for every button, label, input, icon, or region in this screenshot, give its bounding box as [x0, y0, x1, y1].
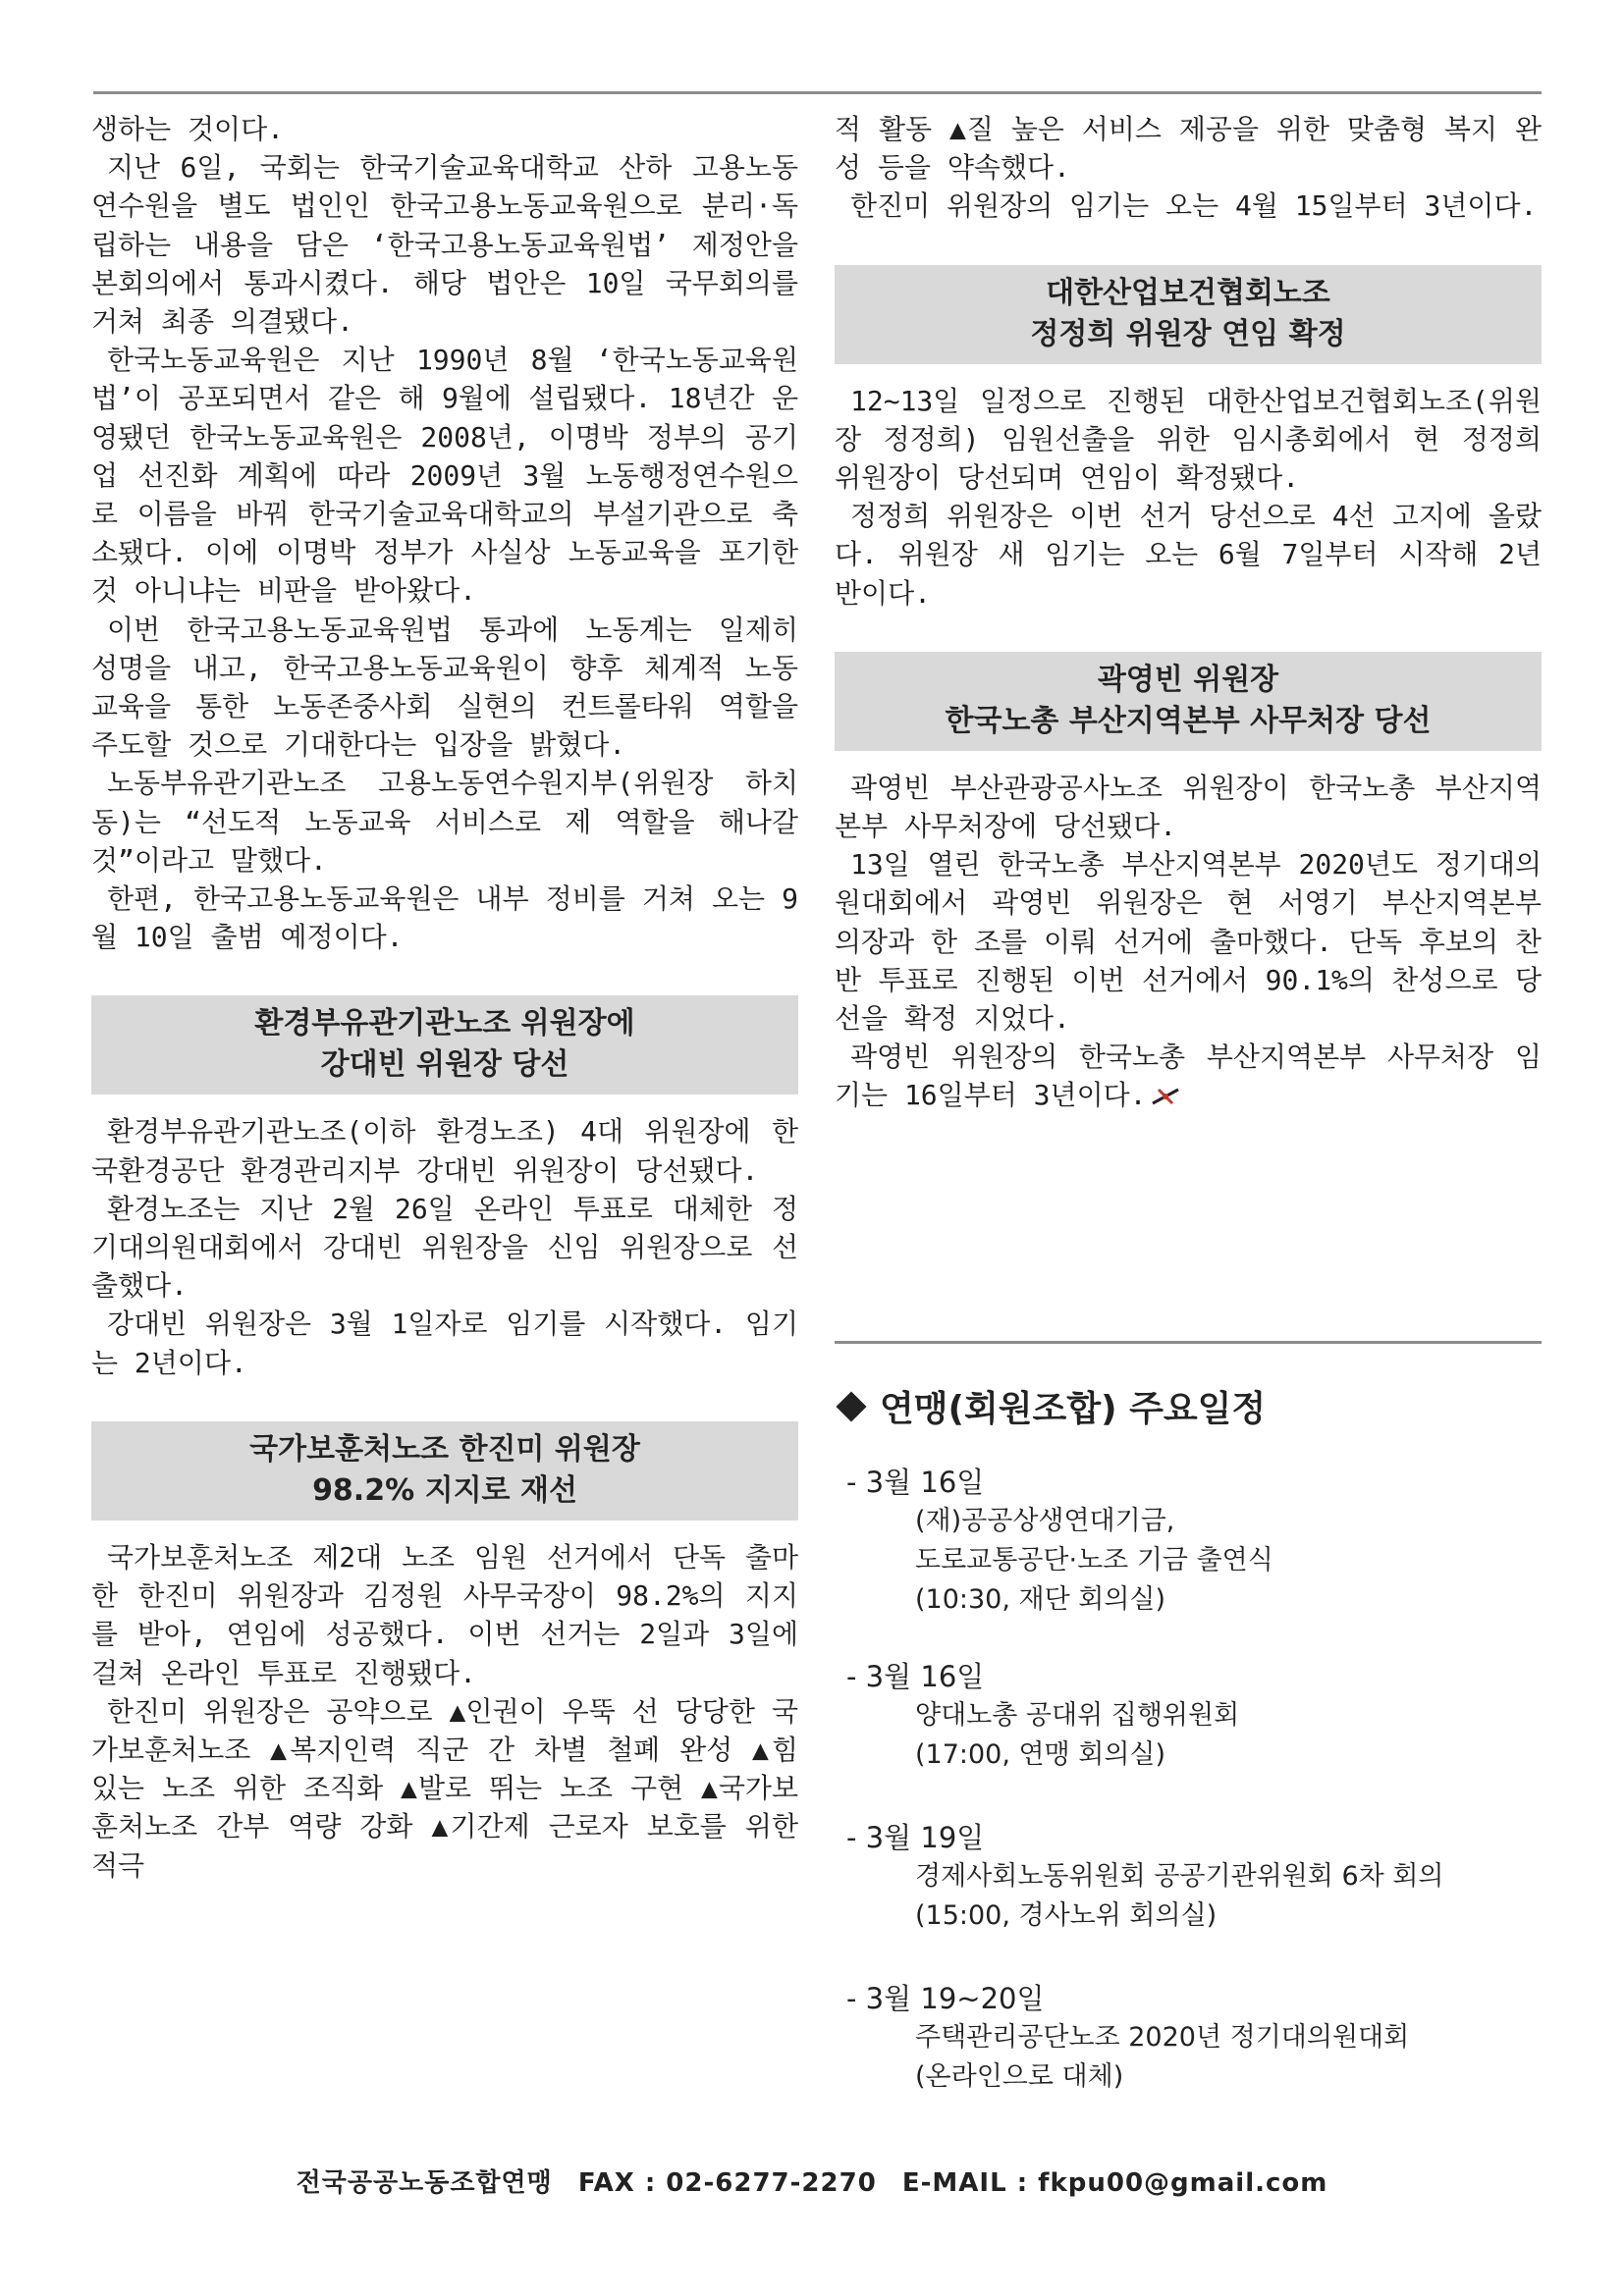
heading-line: 한국노총 부산지역본부 사무처장 당선 — [945, 703, 1432, 738]
paragraph: 강대빈 위원장은 3월 1일자로 임기를 시작했다. 임기는 2년이다. — [91, 1308, 798, 1379]
schedule-line: (15:00, 경사노위 회의실) — [915, 1900, 1218, 1931]
article-heading-veterans — [91, 1421, 798, 1521]
schedule-item — [846, 1657, 1534, 1775]
right-column — [835, 110, 1542, 1115]
paragraph: 환경노조는 지난 2월 26일 온라인 투표로 대체한 정기대의원대회에서 강대빈 위원장을 신임 위원장으로 선출했다. — [91, 1192, 798, 1303]
paragraph: 노동부유관기관노조 고용노동연수원지부(위원장 하치동)는 “선도적 노동교육 서비스로 제 역할을 해나갈 것”이라고 말했다. — [91, 767, 798, 877]
page-footer — [0, 2163, 1624, 2199]
heading-line: 환경부유관기관노조 위원장에 — [254, 1006, 635, 1041]
diamond-bullet-icon — [836, 1391, 866, 1421]
footer-org: 전국공공노동조합연맹 — [296, 2168, 553, 2198]
article-heading-busan — [835, 652, 1542, 751]
heading-line: 강대빈 위원장 당선 — [320, 1047, 569, 1083]
paragraph: 이번 한국고용노동교육원법 통과에 노동계는 일제히 성명을 내고, 한국고용노동교육원이 향후 체계적 노동교육을 통한 노동존중사회 실현의 컨트롤타워 역할을 주도할 것으로 기대한다는 입장을 밝혔다. — [91, 613, 798, 762]
paragraph: 생하는 것이다. — [91, 113, 285, 145]
schedule-line: 양대노총 공대위 집행위원회 — [915, 1700, 1240, 1731]
schedule-date: - 3월 16일 — [846, 1466, 985, 1499]
paragraph: 적 활동 ▲질 높은 서비스 제공을 위한 맞춤형 복지 완성 등을 약속했다. — [835, 113, 1542, 185]
schedule-item — [846, 1979, 1534, 2097]
paragraph: 한편, 한국고용노동교육원은 내부 정비를 거쳐 오는 9월 10일 출범 예정이다. — [91, 882, 798, 954]
left-column — [91, 110, 798, 1885]
heading-line: 정정희 위원장 연임 확정 — [1030, 316, 1346, 351]
schedule-date: - 3월 19일 — [846, 1821, 985, 1854]
paragraph: 12~13일 일정으로 진행된 대한산업보건협회노조(위원장 정정희) 임원선출을 위한 임시총회에서 현 정정희 위원장이 당선되며 연임이 확정됐다. — [835, 384, 1542, 495]
schedule-line: (17:00, 연맹 회의실) — [915, 1739, 1166, 1770]
paragraph: 정정희 위원장은 이번 선거 당선으로 4선 고지에 올랐다. 위원장 새 임기는 오는 6월 7일부터 시작해 2년 반이다. — [835, 500, 1542, 610]
article-heading-env — [91, 995, 798, 1095]
heading-line: 곽영빈 위원장 — [1097, 662, 1279, 697]
paragraph: 국가보훈처노조 제2대 노조 임원 선거에서 단독 출마한 한진미 위원장과 김정원 사무국장이 98.2%의 지지를 받아, 연임에 성공했다. 이번 선거는 2일과 3일에 걸쳐 온라인 투표로 진행됐다. — [91, 1540, 798, 1689]
paragraph: 한진미 위원장의 임기는 오는 4월 15일부터 3년이다. — [850, 189, 1538, 223]
paragraph: 곽영빈 부산관광공사노조 위원장이 한국노총 부산지역본부 사무처장에 당선됐다. — [835, 771, 1542, 843]
paragraph-text: 곽영빈 위원장의 한국노총 부산지역본부 사무처장 임기는 16일부터 3년이다. — [835, 1041, 1542, 1112]
schedule-date: - 3월 19~20일 — [846, 1982, 1045, 2015]
schedule-title — [835, 1381, 1266, 1431]
schedule-line: 주택관리공단노조 2020년 정기대의원대회 — [915, 2022, 1410, 2053]
section-divider — [835, 1341, 1542, 1344]
footer-fax: FAX : 02-6277-2270 — [577, 2168, 877, 2198]
schedule-line: (온라인으로 대체) — [915, 2061, 1124, 2092]
heading-line: 국가보훈처노조 한진미 위원장 — [249, 1431, 640, 1467]
top-divider — [93, 91, 1542, 94]
paragraph: 환경부유관기관노조(이하 환경노조) 4대 위원장에 한국환경공단 환경관리지부 강대빈 위원장이 당선됐다. — [91, 1115, 798, 1187]
schedule-line: 경제사회노동위원회 공공기관위원회 6차 회의 — [915, 1861, 1444, 1892]
schedule-line: (재)공공상생연대기금, — [915, 1506, 1175, 1536]
schedule-title-text: 연맹(회원조합) 주요일정 — [880, 1389, 1267, 1429]
end-mark-icon — [1149, 1084, 1182, 1109]
paragraph: 한국노동교육원은 지난 1990년 8월 ‘한국노동교육원법’이 공포되면서 같은 해 9월에 설립됐다. 18년간 운영됐던 한국노동교육원은 2008년, 이명박 정부의 공기업 선진화 계획에 따라 2009년 3월 노동행정연수원으로 이름을 바꿔 한국기술교육대학교의 부설기관으로 축소됐다. 이에 이명박 정부가 사실상 노동교육을 포기한 것 아니냐는 비판을 받아왔다. — [91, 344, 799, 608]
footer-email: E-MAIL : fkpu00@gmail.com — [901, 2168, 1328, 2198]
schedule-item — [846, 1463, 1534, 1620]
paragraph: 지난 6일, 국회는 한국기술교육대학교 산하 고용노동연수원을 별도 법인인 한국고용노동교육원으로 분리·독립하는 내용을 담은 ‘한국고용노동교육원법’ 제정안을 본회의에서 통과시켰다. 해당 법안은 10일 국무회의를 거쳐 최종 의결됐다. — [91, 151, 798, 339]
heading-line: 대한산업보건협회노조 — [1046, 275, 1330, 310]
schedule-date: - 3월 16일 — [846, 1660, 985, 1693]
schedule-line: 도로교통공단·노조 기금 출연식 — [915, 1545, 1273, 1575]
schedule-item — [846, 1818, 1534, 1936]
article-heading-health — [835, 265, 1542, 364]
paragraph: 한진미 위원장은 공약으로 ▲인권이 우뚝 선 당당한 국가보훈처노조 ▲복지인력 직군 간 차별 철폐 완성 ▲힘 있는 노조 위한 조직화 ▲발로 뛰는 노조 구현 ▲국가보훈처노조 간부 역량 강화 ▲기간제 근로자 보호를 위한 적극 — [91, 1694, 798, 1882]
paragraph: 13일 열린 한국노총 부산지역본부 2020년도 정기대의원대회에서 곽영빈 위원장은 현 서영기 부산지역본부 의장과 한 조를 이뤄 선거에 출마했다. 단독 후보의 찬반 투표로 진행된 이번 선거에서 90.1%의 찬성으로 당선을 확정 지었다. — [835, 848, 1542, 1036]
schedule-line: (10:30, 재단 회의실) — [915, 1584, 1166, 1615]
heading-line: 98.2% 지지로 재선 — [312, 1472, 577, 1508]
paragraph-with-end-mark — [835, 1038, 1542, 1114]
